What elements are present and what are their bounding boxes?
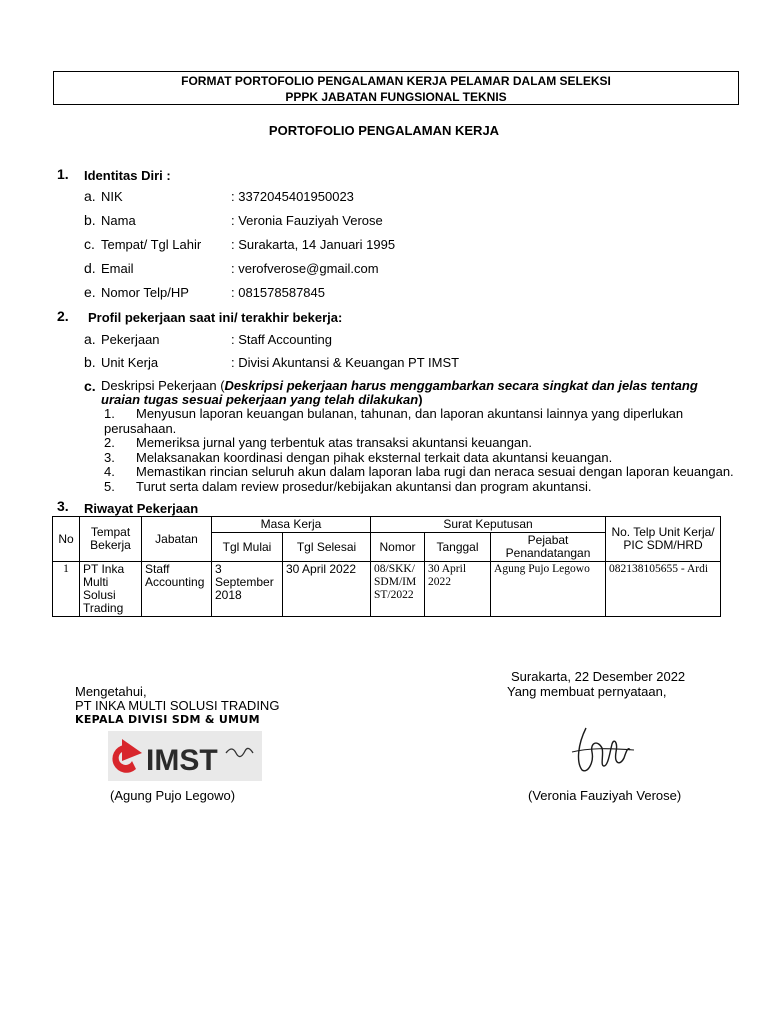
th-tanggal: Tanggal [425, 533, 491, 562]
header-line-2: PPPK JABATAN FUNGSIONAL TEKNIS [285, 90, 507, 104]
imst-logo [108, 731, 262, 781]
cell-mulai: 3 September 2018 [212, 562, 283, 617]
th-tempat: Tempat Bekerja [80, 517, 142, 562]
header-box [53, 71, 739, 105]
place-date: Surakarta, 22 Desember 2022 [511, 669, 686, 684]
identity-row-0-label: NIK [101, 189, 123, 204]
th-masa-kerja: Masa Kerja [212, 517, 371, 533]
th-no: No [53, 517, 80, 562]
identity-row-1-label: Nama [101, 213, 136, 228]
section-3-title: Riwayat Pekerjaan [84, 501, 199, 516]
identity-row-1-letter: b. [84, 212, 96, 228]
identity-row-2-value: : Surakarta, 14 Januari 1995 [231, 237, 396, 252]
right-signer-name: (Veronia Fauziyah Verose) [528, 788, 682, 803]
identity-row-4-letter: e. [84, 284, 96, 300]
desc-item-text: Memastikan rincian seluruh akun dalam laporan laba rugi dan neraca sesuai dengan laporan keuangan. [136, 464, 734, 479]
identity-row-3-value: : verofverose@gmail.com [231, 261, 379, 276]
mengetahui-label: Mengetahui, [75, 684, 147, 699]
identity-row-2-letter: c. [84, 236, 95, 252]
desc-item-number: 5. [104, 478, 115, 494]
profile-row-1-letter: b. [84, 354, 96, 370]
desc-item-number: 2. [104, 435, 115, 450]
desc-close: ) [418, 392, 423, 407]
logo-text: IMST [146, 744, 218, 777]
position-title: KEPALA DIVISI SDM & UMUM [75, 713, 260, 726]
th-mulai: Tgl Mulai [212, 533, 283, 562]
desc-letter: c. [84, 378, 96, 394]
cell-nomor: 08/SKK/SDM/IMST/2022 [371, 562, 425, 617]
profile-row-0-label: Pekerjaan [101, 332, 160, 347]
page-title: PORTOFOLIO PENGALAMAN KERJA [268, 123, 500, 138]
header-line-1: FORMAT PORTOFOLIO PENGALAMAN KERJA PELAMAR DALAM SELEKSI [181, 74, 611, 88]
cell-jabatan: Staff Accounting [142, 562, 212, 617]
profile-row-1-value: : Divisi Akuntansi & Keuangan PT IMST [231, 355, 460, 370]
desc-item-text: Melaksanakan koordinasi dengan pihak eksternal terkait data akuntansi keuangan. [136, 449, 613, 465]
th-selesai: Tgl Selesai [283, 533, 371, 562]
section-1-number: 1. [57, 166, 69, 182]
identity-row-0-value: : 3372045401950023 [231, 189, 354, 204]
th-telp: No. Telp Unit Kerja/ PIC SDM/HRD [606, 517, 721, 562]
identity-row-3-letter: d. [84, 260, 96, 276]
profile-row-0-letter: a. [84, 331, 96, 347]
desc-item-text: Menyusun laporan keuangan bulanan, tahunan, dan laporan akuntansi lainnya yang diperlukan [136, 406, 684, 421]
table-row [53, 562, 721, 617]
desc-item-number: 1. [104, 406, 115, 421]
cell-telp: 082138105655 - Ardi [606, 562, 721, 617]
work-history-table [52, 516, 721, 617]
desc-label: Deskripsi Pekerjaan ( [101, 378, 225, 393]
signature [568, 722, 638, 780]
desc-instruction-1: Deskripsi pekerjaan harus menggambarkan secara singkat dan jelas tentang [224, 378, 698, 393]
profile-row-0-value: : Staff Accounting [231, 332, 332, 347]
maker-label: Yang membuat pernyataan, [507, 684, 667, 699]
identity-row-4-label: Nomor Telp/HP [101, 285, 189, 300]
left-signer-name: (Agung Pujo Legowo) [110, 788, 236, 803]
cell-pejabat: Agung Pujo Legowo [491, 562, 606, 617]
desc-item-number: 4. [104, 464, 115, 479]
section-3-number: 3. [57, 498, 69, 514]
identity-row-4-value: : 081578587845 [231, 285, 325, 300]
th-pejabat: Pejabat Penandatangan [491, 533, 606, 562]
desc-item-text: Memeriksa jurnal yang terbentuk atas transaksi akuntansi keuangan. [136, 435, 532, 450]
desc-instruction-2: uraian tugas sesuai pekerjaan yang telah dilakukan [101, 392, 419, 407]
cell-tanggal: 30 April 2022 [425, 562, 491, 617]
th-surat-keputusan: Surat Keputusan [371, 517, 606, 533]
section-2-number: 2. [57, 308, 69, 324]
identity-row-3-label: Email [101, 261, 134, 276]
cell-tempat: PT Inka Multi Solusi Trading [80, 562, 142, 617]
imst-logo-graphic [108, 731, 262, 781]
desc-item-text: Turut serta dalam review prosedur/kebijakan akuntansi dan program akuntansi. [136, 478, 592, 494]
identity-row-1-value: : Veronia Fauziyah Verose [231, 213, 383, 228]
th-jabatan: Jabatan [142, 517, 212, 562]
identity-row-2-label: Tempat/ Tgl Lahir [101, 237, 202, 252]
company-name: PT INKA MULTI SOLUSI TRADING [75, 698, 280, 713]
signature-graphic [568, 722, 638, 780]
section-1-title: Identitas Diri : [84, 168, 171, 183]
th-nomor: Nomor [371, 533, 425, 562]
cell-selesai: 30 April 2022 [283, 562, 371, 617]
desc-item-text-cont: perusahaan. [104, 420, 177, 436]
section-2-title: Profil pekerjaan saat ini/ terakhir bekerja: [88, 310, 343, 325]
cell-no: 1 [53, 562, 80, 617]
profile-row-1-label: Unit Kerja [101, 355, 159, 370]
identity-row-0-letter: a. [84, 188, 96, 204]
desc-item-number: 3. [104, 449, 115, 465]
